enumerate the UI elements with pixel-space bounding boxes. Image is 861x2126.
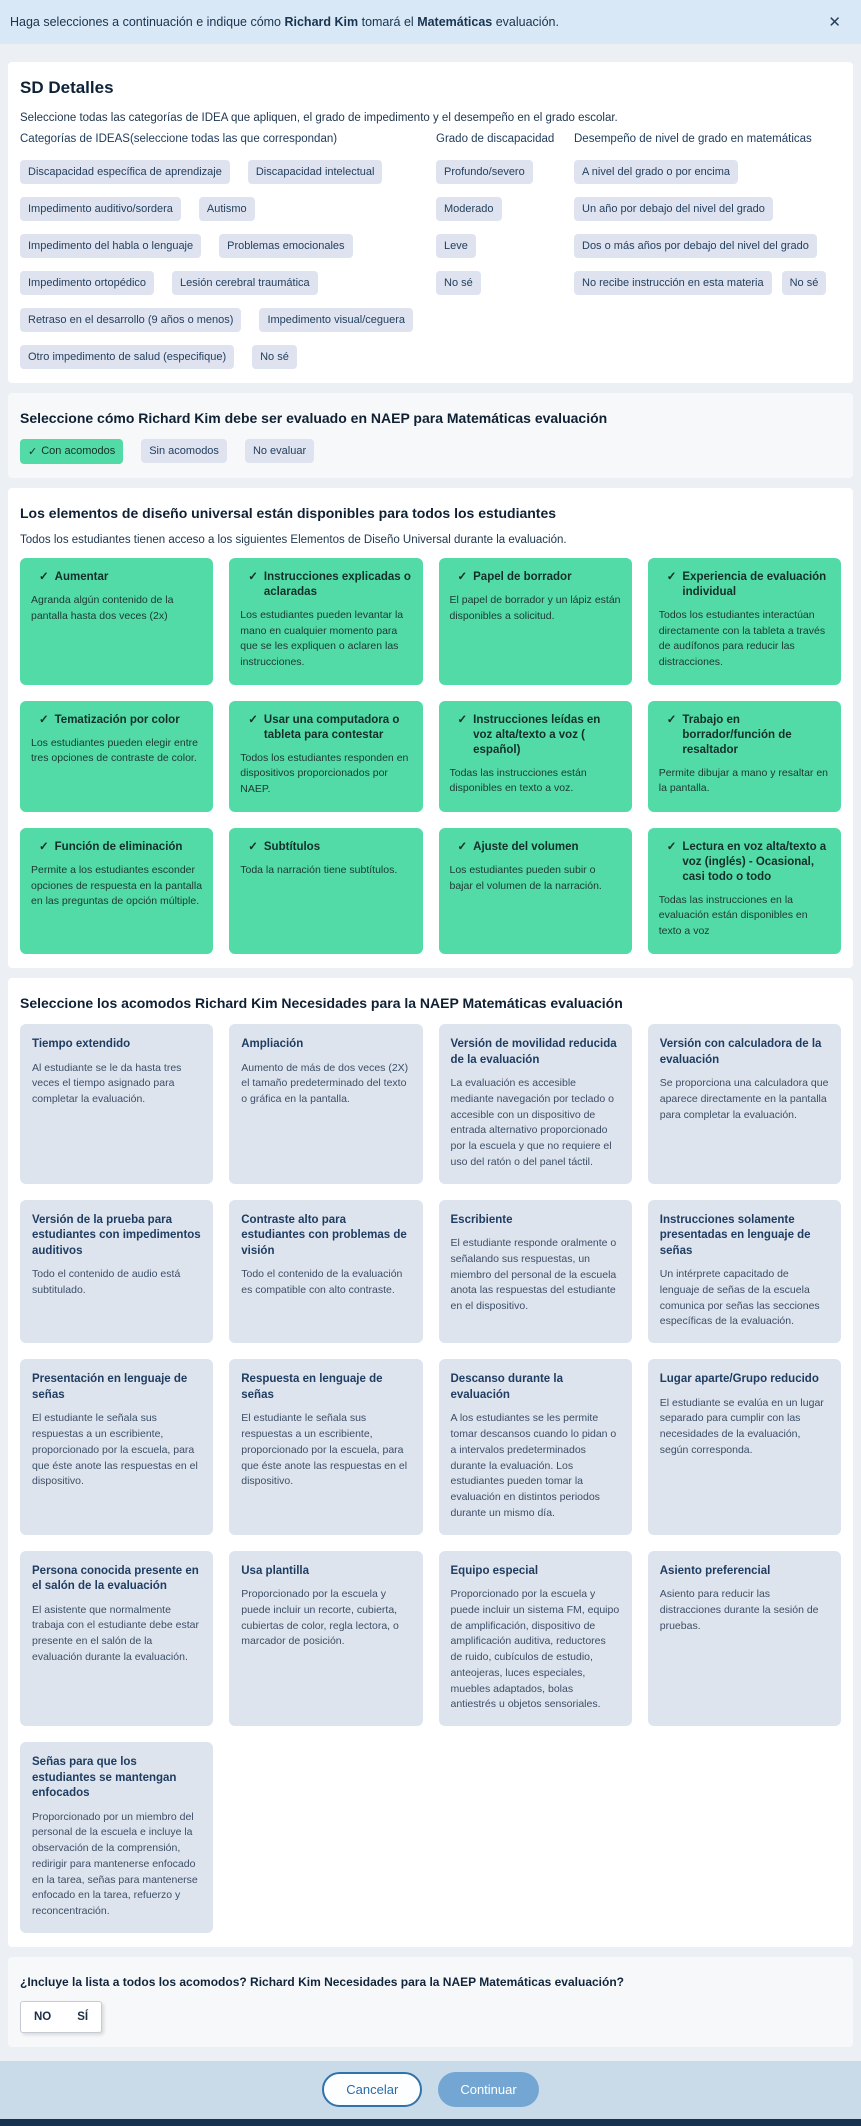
sd-details-title: SD Detalles <box>20 78 114 97</box>
grade-performance-chip[interactable]: No sé <box>782 271 827 295</box>
accommodation-card[interactable] <box>439 1024 632 1184</box>
universal-design-title: Los elementos de diseño universal están disponibles para todos los estudiantes <box>20 504 557 521</box>
accommodation-card-description: El estudiante se evalúa en un lugar separado para cumplir con las necesidades de la evaluación, según corresponda. <box>659 1396 824 1456</box>
universal-design-card-title: Experiencia de evaluación individual <box>682 570 827 598</box>
evaluation-mode-options <box>20 439 841 464</box>
universal-design-card-description: Todas las instrucciones en la evaluación están disponibles en texto a voz <box>658 893 808 938</box>
universal-design-card-description: Los estudiantes pueden levantar la mano en cualquier momento para que se les expliquen o aclaren las instrucciones. <box>240 608 404 669</box>
idea-category-chip[interactable]: Autismo <box>199 197 255 221</box>
accommodation-card[interactable] <box>439 1200 632 1344</box>
accommodation-card[interactable] <box>20 1551 213 1727</box>
accommodation-card-title: Usa plantilla <box>241 1564 309 1577</box>
cancel-button[interactable]: Cancelar <box>322 2072 422 2107</box>
universal-design-card <box>439 558 632 685</box>
accommodation-card[interactable] <box>229 1551 422 1727</box>
idea-category-chip[interactable]: Impedimento del habla o lenguaje <box>20 234 201 258</box>
accommodation-card[interactable] <box>20 1024 213 1184</box>
accommodation-card-title: Respuesta en lenguaje de señas <box>241 1373 383 1401</box>
continue-button[interactable]: Continuar <box>438 2072 538 2107</box>
universal-design-card-title: Lectura en voz alta/texto a voz (inglés) - Ocasional, casi todo o todo <box>682 840 827 883</box>
universal-design-card <box>648 558 841 685</box>
universal-design-card-description: Los estudiantes pueden elegir entre tres opciones de contraste de color. <box>31 736 198 765</box>
idea-category-chip[interactable]: Discapacidad específica de aprendizaje <box>20 160 230 184</box>
accommodation-card-title: Equipo especial <box>450 1564 539 1577</box>
evaluation-mode-section <box>8 393 853 478</box>
accommodation-card-description: A los estudiantes se les permite tomar descansos cuando lo pidan o a intervalos predeterminados durante la evaluación. Los estudiantes pueden tomar la evaluación en distintos periodos durante un mismo día. <box>450 1412 617 1519</box>
check-icon: ✓ <box>248 840 258 853</box>
idea-category-chip[interactable]: Lesión cerebral traumática <box>172 271 318 295</box>
accommodation-card-title: Escribiente <box>450 1213 513 1226</box>
page-content <box>0 44 861 2047</box>
evaluation-mode-chip-label: Sin acomodos <box>149 444 219 457</box>
grade-performance-chips <box>574 160 841 295</box>
idea-categories-column <box>20 132 422 369</box>
universal-design-card <box>20 701 213 812</box>
accommodation-card-description: El estudiante responde oralmente o señalando sus respuestas, un miembro del personal de la escuela anota las respuestas del estudiante en el dispositivo. <box>450 1237 617 1313</box>
banner-message <box>10 15 824 29</box>
universal-design-card <box>648 701 841 812</box>
grade-performance-chip[interactable]: Un año por debajo del nivel del grado <box>574 197 773 221</box>
universal-design-card-title: Instrucciones leídas en voz alta/texto a voz ( español) <box>473 713 601 756</box>
evaluation-mode-chip[interactable] <box>245 439 314 463</box>
accommodation-card-title: Presentación en lenguaje de señas <box>32 1373 188 1401</box>
disability-degree-chip[interactable]: Moderado <box>436 197 502 221</box>
idea-category-chip[interactable]: Retraso en el desarrollo (9 años o menos) <box>20 308 241 332</box>
grade-performance-chip[interactable]: No recibe instrucción en esta materia <box>574 271 772 295</box>
footer-bar <box>0 2061 861 2119</box>
idea-categories-chips <box>20 160 422 369</box>
student-name: Richard Kim <box>284 15 359 29</box>
universal-design-grid <box>20 558 841 954</box>
bottom-strip <box>0 2119 861 2126</box>
no-button[interactable]: NO <box>21 2002 64 2032</box>
accommodation-card-description: Al estudiante se le da hasta tres veces el tiempo asignado para completar la evaluación. <box>32 1061 182 1106</box>
accommodation-card-description: La evaluación es accesible mediante navegación por teclado o accesible con un dispositivo de entrada alternativo proporcionado por la escuela y que no requiere el uso del ratón o del panel táctil. <box>450 1077 614 1168</box>
accommodation-card-description: Aumento de más de dos veces (2X) el tamaño predeterminado del texto o gráfica en la pantalla. <box>241 1061 409 1106</box>
idea-category-chip[interactable]: Impedimento auditivo/sordera <box>20 197 181 221</box>
disability-degree-chip[interactable]: No sé <box>436 271 481 295</box>
accommodation-card-description: El estudiante le señala sus respuestas a un escribiente, proporcionado por la escuela, para que éste anote las respuestas en el dispositivo. <box>32 1412 198 1488</box>
universal-design-card-description: Permite dibujar a mano y resaltar en la pantalla. <box>658 766 828 795</box>
check-icon: ✓ <box>457 840 468 853</box>
universal-design-card-title: Usar una computadora o tableta para contestar <box>263 713 400 741</box>
idea-category-chip[interactable]: Discapacidad intelectual <box>248 160 383 184</box>
accommodation-card-description: Un intérprete capacitado de lenguaje de señas de la escuela comunica por señas las secciones específicas de la evaluación. <box>659 1268 820 1328</box>
universal-design-card-title: Trabajo en borrador/función de resaltador <box>682 713 792 756</box>
yes-button[interactable]: SÍ <box>64 2002 101 2032</box>
universal-design-card-title: Tematización por color <box>54 713 180 726</box>
grade-performance-chip[interactable]: Dos o más años por debajo del nivel del grado <box>574 234 817 258</box>
check-icon: ✓ <box>457 713 468 726</box>
accommodation-card-title: Versión de movilidad reducida de la evaluación <box>450 1038 617 1066</box>
universal-design-card <box>648 828 841 954</box>
accommodation-card-description: Asiento para reducir las distracciones durante la sesión de pruebas. <box>659 1588 819 1632</box>
check-icon: ✓ <box>248 570 258 583</box>
idea-category-chip[interactable]: No sé <box>252 345 297 369</box>
check-icon: ✓ <box>666 570 677 583</box>
universal-design-card-description: Agranda algún contenido de la pantalla hasta dos veces (2x) <box>31 593 174 622</box>
sd-details-instructions: Seleccione todas las categorías de IDEA que apliquen, el grado de impedimento y el desempeño en el grado escolar. <box>20 112 618 124</box>
accommodation-card-description: Todo el contenido de audio está subtitulado. <box>32 1268 181 1296</box>
idea-category-chip[interactable]: Problemas emocionales <box>219 234 352 258</box>
accommodation-card-description: Proporcionado por la escuela y puede incluir un recorte, cubierta, cubiertas de color, regla lectora, o marcador de posición. <box>241 1588 399 1648</box>
evaluation-mode-chip-label: Con acomodos <box>41 445 116 458</box>
accommodation-card[interactable] <box>229 1359 422 1534</box>
grade-performance-column <box>574 132 841 369</box>
disability-degree-chip[interactable]: Leve <box>436 234 476 258</box>
accommodation-card-description: El asistente que normalmente trabaja con el estudiante debe estar presente en el salón de la evaluación durante la evaluación. <box>32 1603 199 1663</box>
evaluation-mode-chip-label: No evaluar <box>252 444 307 457</box>
universal-design-card-description: Todas las instrucciones están disponibles en texto a voz. <box>449 766 587 795</box>
universal-design-card <box>20 558 213 685</box>
accommodation-card-title: Asiento preferencial <box>659 1564 771 1577</box>
check-icon: ✓ <box>39 570 49 583</box>
idea-categories-label: Categorías de IDEAS(seleccione todas las que correspondan) <box>20 133 338 145</box>
accommodation-card-description: Proporcionado por un miembro del personal de la escuela e incluye la observación de la comprensión, redirigir para mantenerse enfocado en la tarea, señas para mantenerse enfocado en la tarea, refuerzo y reconcentración. <box>32 1810 198 1918</box>
universal-design-card-title: Subtítulos <box>263 840 321 853</box>
universal-design-subtitle: Todos los estudiantes tienen acceso a los siguientes Elementos de Diseño Universal durante la evaluación. <box>20 533 567 546</box>
accommodation-card[interactable] <box>229 1024 422 1184</box>
accommodation-card-title: Contraste alto para estudiantes con problemas de visión <box>241 1213 407 1257</box>
universal-design-card-title: Aumentar <box>54 570 109 583</box>
check-icon: ✓ <box>248 713 258 726</box>
universal-design-card-description: Los estudiantes pueden subir o bajar el volumen de la narración. <box>449 863 602 892</box>
universal-design-card <box>439 701 632 812</box>
accommodation-card[interactable] <box>20 1200 213 1344</box>
accommodation-card-title: Versión de la prueba para estudiantes con impedimentos auditivos <box>32 1213 201 1257</box>
universal-design-card <box>229 828 422 954</box>
accommodation-card[interactable] <box>439 1551 632 1727</box>
grade-performance-chip[interactable]: A nivel del grado o por encima <box>574 160 738 184</box>
idea-category-chip[interactable]: Impedimento ortopédico <box>20 271 154 295</box>
idea-category-chip[interactable]: Impedimento visual/ceguera <box>259 308 413 332</box>
universal-design-card-description: El papel de borrador y un lápiz están disponibles a solicitud. <box>449 593 621 622</box>
subject-name: Matemáticas <box>417 15 493 29</box>
universal-design-card-description: Todos los estudiantes interactúan directamente con la tableta a través de audífonos para reducir las distracciones. <box>658 608 826 669</box>
accommodation-card-title: Versión con calculadora de la evaluación <box>659 1038 822 1066</box>
accommodation-card-title: Tiempo extendido <box>32 1038 131 1051</box>
accommodation-card-description: Todo el contenido de la evaluación es compatible con alto contraste. <box>241 1268 403 1296</box>
accommodation-card[interactable] <box>20 1359 213 1534</box>
universal-design-section <box>8 488 853 968</box>
sd-details-columns <box>20 132 841 369</box>
confirmation-question: ¿Incluye la lista a todos los acomodos? Richard Kim Necesidades para la NAEP Matemáticas evaluación? <box>20 1974 624 1989</box>
banner-text-middle: tomará el <box>358 15 418 29</box>
universal-design-card <box>229 558 422 685</box>
universal-design-card-title: Función de eliminación <box>54 840 183 853</box>
accommodation-card[interactable] <box>439 1359 632 1534</box>
sd-details-section <box>8 62 853 383</box>
grade-performance-label: Desempeño de nivel de grado en matemáticas <box>574 133 812 145</box>
accommodation-card-description: Proporcionado por la escuela y puede incluir un sistema FM, equipo de amplificación, dispositivo de amplificación auditiva, reductores de ruido, cubículos de estudio, anteojeras, luces especiales, muebles adaptados, bolas antiestrés u objetos sensoriales. <box>450 1588 620 1711</box>
disability-degree-chip[interactable]: Profundo/severo <box>436 160 533 184</box>
banner-text-suffix: evaluación. <box>492 15 559 29</box>
disability-degree-label: Grado de discapacidad <box>436 133 555 145</box>
accommodations-grid <box>20 1024 841 1933</box>
universal-design-card-description: Todos los estudiantes responden en dispositivos proporcionados por NAEP. <box>240 751 409 796</box>
disability-degree-chips <box>436 160 560 295</box>
top-banner <box>0 0 861 44</box>
universal-design-card <box>229 701 422 812</box>
accommodations-section <box>8 978 853 1947</box>
evaluation-mode-chip[interactable] <box>20 439 123 464</box>
close-icon[interactable]: ✕ <box>824 11 845 34</box>
accommodation-card-description: Se proporciona una calculadora que aparece directamente en la pantalla para completar la evaluación. <box>659 1077 829 1121</box>
yes-no-toggle <box>20 2001 102 2033</box>
accommodation-card-title: Lugar aparte/Grupo reducido <box>659 1373 819 1386</box>
universal-design-card <box>439 828 632 954</box>
universal-design-card-title: Ajuste del volumen <box>473 840 579 853</box>
accommodation-card[interactable] <box>229 1200 422 1344</box>
accommodation-card-title: Instrucciones solamente presentadas en lenguaje de señas <box>659 1213 811 1257</box>
universal-design-card-title: Instrucciones explicadas o aclaradas <box>263 570 411 598</box>
idea-category-chip[interactable]: Otro impedimento de salud (especifique) <box>20 345 234 369</box>
disability-degree-column <box>436 132 560 369</box>
accommodation-card-description: El estudiante le señala sus respuestas a un escribiente, proporcionado por la escuela, para que éste anote las respuestas en el dispositivo. <box>241 1412 408 1488</box>
accommodation-card-title: Persona conocida presente en el salón de la evaluación <box>32 1564 199 1593</box>
universal-design-card-title: Papel de borrador <box>473 570 572 583</box>
accommodation-card[interactable] <box>648 1200 841 1344</box>
check-icon: ✓ <box>39 713 49 726</box>
universal-design-card <box>20 828 213 954</box>
universal-design-card-description: Toda la narración tiene subtítulos. <box>240 863 398 876</box>
check-icon: ✓ <box>666 840 677 853</box>
accommodation-card[interactable] <box>648 1024 841 1184</box>
check-icon: ✓ <box>457 570 468 583</box>
evaluation-mode-title: Seleccione cómo Richard Kim debe ser evaluado en NAEP para Matemáticas evaluación <box>20 409 608 426</box>
evaluation-mode-chip[interactable] <box>141 439 227 463</box>
accommodation-card[interactable] <box>20 1742 213 1933</box>
universal-design-card-description: Permite a los estudiantes esconder opciones de respuesta en la pantalla en las preguntas de opción múltiple. <box>31 863 203 908</box>
confirmation-section <box>8 1957 853 2047</box>
accommodation-card[interactable] <box>648 1359 841 1534</box>
accommodation-card[interactable] <box>648 1551 841 1727</box>
check-icon: ✓ <box>28 445 38 458</box>
accommodation-card-title: Ampliación <box>241 1038 304 1051</box>
accommodation-card-title: Descanso durante la evaluación <box>450 1373 563 1401</box>
accommodations-title: Seleccione los acomodos Richard Kim Necesidades para la NAEP Matemáticas evaluación <box>20 994 623 1011</box>
check-icon: ✓ <box>39 840 49 853</box>
check-icon: ✓ <box>666 713 677 726</box>
accommodation-card-title: Señas para que los estudiantes se mantengan enfocados <box>32 1756 177 1800</box>
banner-text-prefix: Haga selecciones a continuación e indique cómo <box>10 15 285 29</box>
